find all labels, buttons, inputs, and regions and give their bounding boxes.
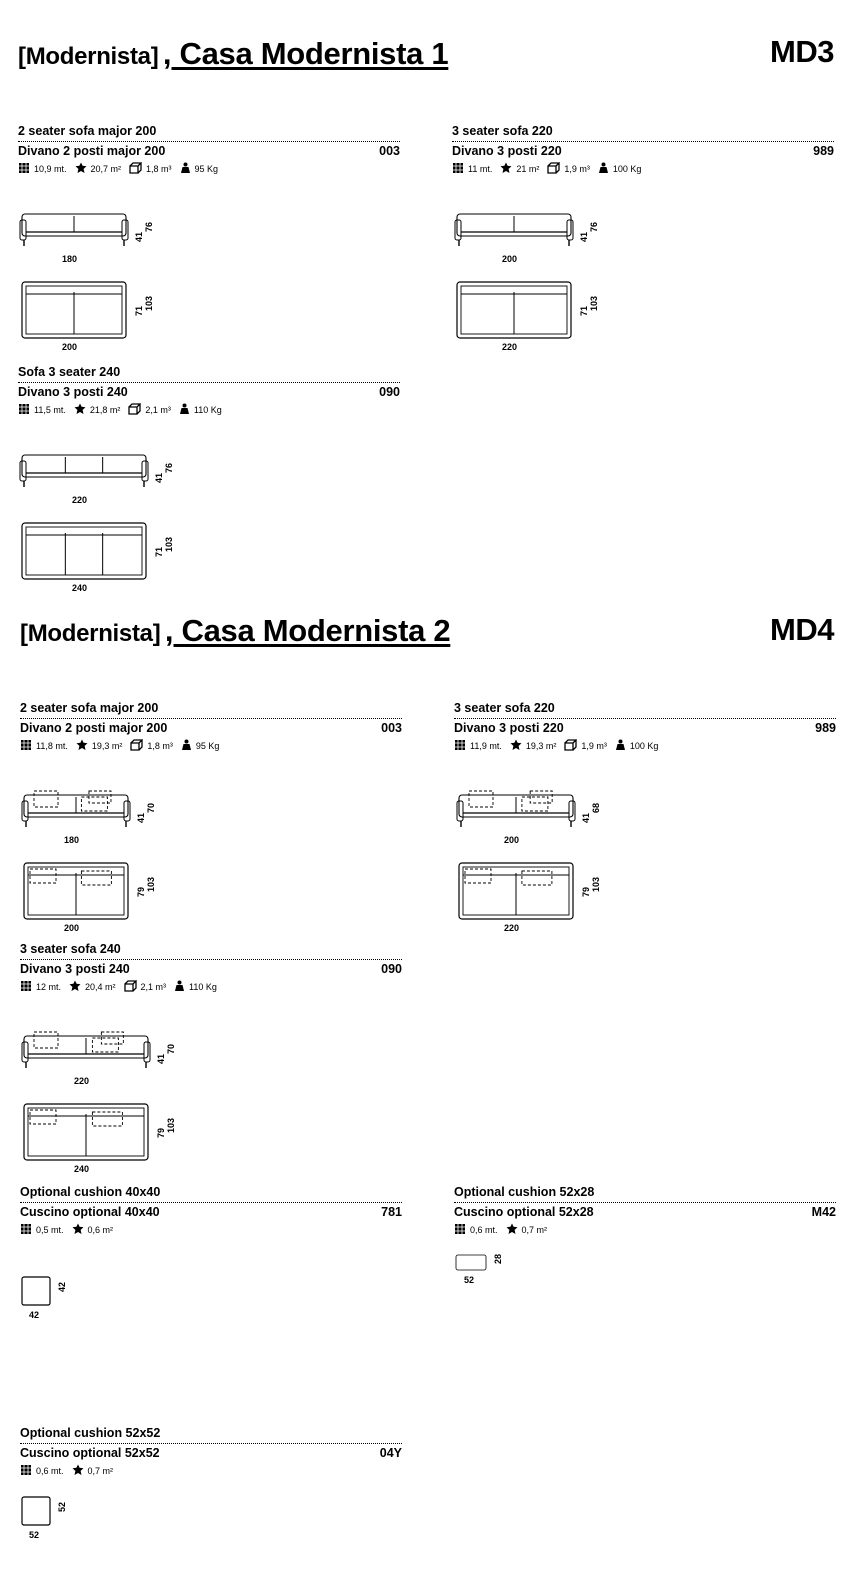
product-name-en: 3 seater sofa 220 [454, 701, 555, 715]
spec-value: 0,6 mt. [470, 1225, 498, 1235]
collection-title: , Casa Modernista 2 [164, 613, 451, 648]
plan-view [24, 1104, 148, 1160]
sofa-drawing [455, 212, 613, 350]
dim-seat-height: 41 [136, 813, 146, 824]
dotted-divider [20, 718, 402, 719]
spec-value: 110 Kg [193, 405, 222, 415]
product-card [454, 1185, 836, 1236]
spec-weight [180, 162, 219, 176]
spec-value: 0,7 m² [521, 1225, 548, 1235]
dim-total-height: 70 [146, 803, 156, 814]
spec-volume [124, 980, 167, 994]
spec-leather [76, 739, 123, 753]
fabric-icon [454, 1223, 470, 1237]
dim-total-depth: 103 [591, 877, 601, 893]
spec-row [18, 404, 400, 416]
product-code: 003 [379, 144, 400, 158]
spec-value: 1,8 m³ [146, 164, 172, 174]
leather-icon [75, 162, 91, 176]
dim-cushion-width: 52 [29, 1530, 40, 1540]
product-card [20, 942, 402, 993]
front-elevation [20, 214, 128, 246]
spec-value: 1,8 m³ [147, 741, 173, 751]
spec-row [20, 1224, 402, 1236]
plan-view [24, 863, 128, 919]
section-header-2 [20, 613, 450, 649]
spec-volume [128, 403, 171, 417]
spec-fabric [454, 1223, 498, 1237]
leather-icon [69, 980, 85, 994]
dim-cushion-height: 52 [57, 1502, 67, 1513]
product-name-it: Divano 2 posti major 200 [18, 144, 166, 158]
fabric-icon [20, 739, 36, 753]
dim-back-width: 180 [64, 835, 80, 845]
dim-plan-width: 200 [62, 342, 78, 352]
sofa-drawing [22, 793, 240, 931]
spec-value: 0,6 mt. [36, 1466, 64, 1476]
product-name-en: 2 seater sofa major 200 [20, 701, 159, 715]
spec-leather [69, 980, 116, 994]
spec-volume [564, 739, 607, 753]
product-name-en: 3 seater sofa 220 [452, 124, 553, 138]
spec-weight [598, 162, 642, 176]
dim-total-height: 76 [144, 222, 154, 233]
weight-icon [180, 162, 195, 176]
spec-value: 110 Kg [189, 982, 217, 992]
dim-back-width: 180 [62, 254, 78, 264]
dim-total-depth: 103 [144, 296, 154, 312]
plan-view [22, 523, 146, 579]
dim-seat-depth: 79 [156, 1128, 166, 1139]
product-name-en: Optional cushion 40x40 [20, 1185, 161, 1199]
leather-icon [74, 403, 90, 417]
leather-icon [72, 1464, 88, 1478]
dotted-divider [454, 718, 836, 719]
spec-row [20, 1465, 402, 1477]
product-code: 090 [379, 385, 400, 399]
front-elevation [20, 455, 148, 487]
dim-seat-depth: 71 [579, 306, 589, 317]
spec-row [20, 981, 402, 993]
section-header-1 [18, 36, 448, 72]
dim-total-height: 76 [589, 222, 599, 233]
spec-value: 2,1 m³ [140, 982, 167, 992]
dim-seat-height: 41 [154, 473, 164, 484]
dotted-divider [452, 141, 834, 142]
spec-weight [181, 739, 220, 753]
spec-leather [510, 739, 557, 753]
product-name-it: Divano 3 posti 240 [18, 385, 128, 399]
dotted-divider [18, 382, 400, 383]
dotted-divider [18, 141, 400, 142]
spec-volume [129, 162, 172, 176]
spec-weight [174, 980, 217, 994]
collection-code: MD4 [770, 612, 834, 647]
spec-row [454, 740, 836, 752]
fabric-icon [20, 1464, 36, 1478]
dim-back-width: 220 [72, 495, 88, 505]
product-card [18, 124, 400, 175]
dim-cushion-width: 52 [464, 1275, 475, 1285]
spec-value: 11,5 mt. [34, 405, 66, 415]
spec-value: 20,4 m² [85, 982, 116, 992]
spec-leather [72, 1464, 114, 1478]
dim-seat-height: 41 [579, 232, 589, 243]
product-card [20, 1185, 402, 1236]
volume-icon [547, 162, 564, 176]
dotted-divider [20, 1443, 402, 1444]
spec-value: 100 Kg [629, 741, 659, 751]
brand-label: [Modernista] [18, 43, 159, 70]
product-code: 989 [813, 144, 834, 158]
product-card [454, 701, 836, 752]
spec-weight [615, 739, 659, 753]
spec-row [18, 163, 400, 175]
spec-value: 100 Kg [612, 164, 642, 174]
spec-volume [130, 739, 173, 753]
product-name-en: Optional cushion 52x52 [20, 1426, 161, 1440]
spec-value: 1,9 m³ [564, 164, 590, 174]
product-name-it: Divano 2 posti major 200 [20, 721, 168, 735]
product-name-it: Divano 3 posti 220 [454, 721, 564, 735]
dim-plan-width: 240 [72, 583, 88, 593]
product-card [20, 1426, 402, 1477]
dim-seat-depth: 71 [134, 306, 144, 317]
sofa-drawing [20, 212, 238, 350]
spec-leather [506, 1223, 548, 1237]
dim-total-height: 68 [591, 803, 601, 814]
spec-row [20, 740, 402, 752]
product-name-it: Cuscino optional 52x28 [454, 1205, 594, 1219]
volume-icon [128, 403, 145, 417]
product-code: 090 [381, 962, 402, 976]
spec-fabric [20, 739, 68, 753]
volume-icon [129, 162, 146, 176]
spec-value: 11 mt. [468, 164, 493, 174]
spec-value: 95 Kg [194, 164, 219, 174]
spec-fabric [20, 1223, 64, 1237]
product-name-it: Divano 3 posti 220 [452, 144, 562, 158]
dotted-divider [20, 959, 402, 960]
spec-row [454, 1224, 836, 1236]
spec-fabric [20, 980, 61, 994]
weight-icon [181, 739, 196, 753]
dotted-divider [454, 1202, 836, 1203]
spec-fabric [18, 162, 67, 176]
collection-title: , Casa Modernista 1 [162, 36, 449, 71]
dim-cushion-width: 42 [29, 1310, 40, 1320]
volume-icon [130, 739, 147, 753]
product-card [20, 701, 402, 752]
dim-plan-width: 220 [504, 923, 520, 933]
leather-icon [510, 739, 526, 753]
spec-fabric [454, 739, 502, 753]
product-code: 781 [381, 1205, 402, 1219]
fabric-icon [452, 162, 468, 176]
spec-value: 95 Kg [195, 741, 220, 751]
weight-icon [615, 739, 630, 753]
spec-weight [179, 403, 222, 417]
dim-back-width: 220 [74, 1076, 90, 1086]
fabric-icon [454, 739, 470, 753]
spec-value: 2,1 m³ [145, 405, 171, 415]
spec-value: 12 mt. [36, 982, 62, 992]
spec-volume [547, 162, 590, 176]
dim-back-width: 200 [502, 254, 518, 264]
dim-seat-height: 41 [581, 813, 591, 824]
sofa-drawing [457, 793, 685, 931]
product-code: 04Y [379, 1446, 402, 1460]
dim-total-depth: 103 [164, 537, 174, 553]
spec-value: 19,3 m² [91, 741, 123, 751]
product-name-it: Divano 3 posti 240 [20, 962, 130, 976]
spec-value: 0,6 m² [87, 1225, 114, 1235]
spec-value: 0,7 m² [87, 1466, 114, 1476]
fabric-icon [18, 162, 34, 176]
collection-code: MD3 [770, 34, 834, 69]
product-code: 989 [815, 721, 836, 735]
weight-icon [174, 980, 189, 994]
dim-cushion-height: 28 [493, 1253, 503, 1264]
spec-leather [72, 1223, 114, 1237]
spec-leather [75, 162, 122, 176]
weight-icon [179, 403, 194, 417]
spec-leather [500, 162, 539, 176]
product-name-it: Cuscino optional 52x52 [20, 1446, 160, 1460]
cushion-drawing [21, 1496, 53, 1528]
spec-fabric [18, 403, 66, 417]
dim-plan-width: 220 [502, 342, 518, 352]
product-name-en: Optional cushion 52x28 [454, 1185, 595, 1199]
spec-value: 11,8 mt. [36, 741, 68, 751]
fabric-icon [20, 980, 36, 994]
plan-view [457, 282, 571, 338]
dim-total-height: 70 [166, 1044, 176, 1055]
dim-total-height: 76 [164, 463, 174, 474]
product-card [18, 365, 400, 416]
volume-icon [124, 980, 141, 994]
product-name-it: Cuscino optional 40x40 [20, 1205, 160, 1219]
dim-seat-depth: 71 [154, 547, 164, 558]
product-name-en: Sofa 3 seater 240 [18, 365, 121, 379]
spec-value: 21,8 m² [89, 405, 121, 415]
leather-icon [500, 162, 516, 176]
product-card [452, 124, 834, 175]
spec-value: 0,5 mt. [36, 1225, 64, 1235]
volume-icon [564, 739, 581, 753]
leather-icon [72, 1223, 88, 1237]
dotted-divider [20, 1202, 402, 1203]
spec-value: 11,9 mt. [470, 741, 502, 751]
dim-seat-depth: 79 [136, 887, 146, 898]
spec-value: 20,7 m² [90, 164, 122, 174]
dim-seat-height: 41 [134, 232, 144, 243]
dim-total-depth: 103 [589, 296, 599, 312]
spec-value: 1,9 m³ [581, 741, 607, 751]
plan-view [459, 863, 573, 919]
fabric-icon [20, 1223, 36, 1237]
dim-seat-height: 41 [156, 1054, 166, 1065]
dim-seat-depth: 79 [581, 887, 591, 898]
dim-total-depth: 103 [166, 1118, 176, 1134]
dim-cushion-height: 42 [57, 1282, 67, 1293]
dim-back-width: 200 [504, 835, 520, 845]
dim-plan-width: 200 [64, 923, 80, 933]
spec-fabric [452, 162, 492, 176]
product-code: 003 [381, 721, 402, 735]
leather-icon [76, 739, 92, 753]
product-code: M42 [811, 1205, 836, 1219]
cushion-drawing [455, 1254, 489, 1273]
product-name-en: 3 seater sofa 240 [20, 942, 121, 956]
spec-fabric [20, 1464, 64, 1478]
cushion-drawing [21, 1276, 53, 1308]
weight-icon [598, 162, 613, 176]
spec-leather [74, 403, 121, 417]
dim-total-depth: 103 [146, 877, 156, 893]
fabric-icon [18, 403, 34, 417]
spec-value: 10,9 mt. [34, 164, 67, 174]
product-name-en: 2 seater sofa major 200 [18, 124, 157, 138]
dim-plan-width: 240 [74, 1164, 90, 1174]
spec-value: 21 m² [516, 164, 540, 174]
brand-label: [Modernista] [20, 620, 161, 647]
spec-value: 19,3 m² [525, 741, 557, 751]
front-elevation [455, 214, 573, 246]
spec-row [452, 163, 834, 175]
plan-view [22, 282, 126, 338]
leather-icon [506, 1223, 522, 1237]
